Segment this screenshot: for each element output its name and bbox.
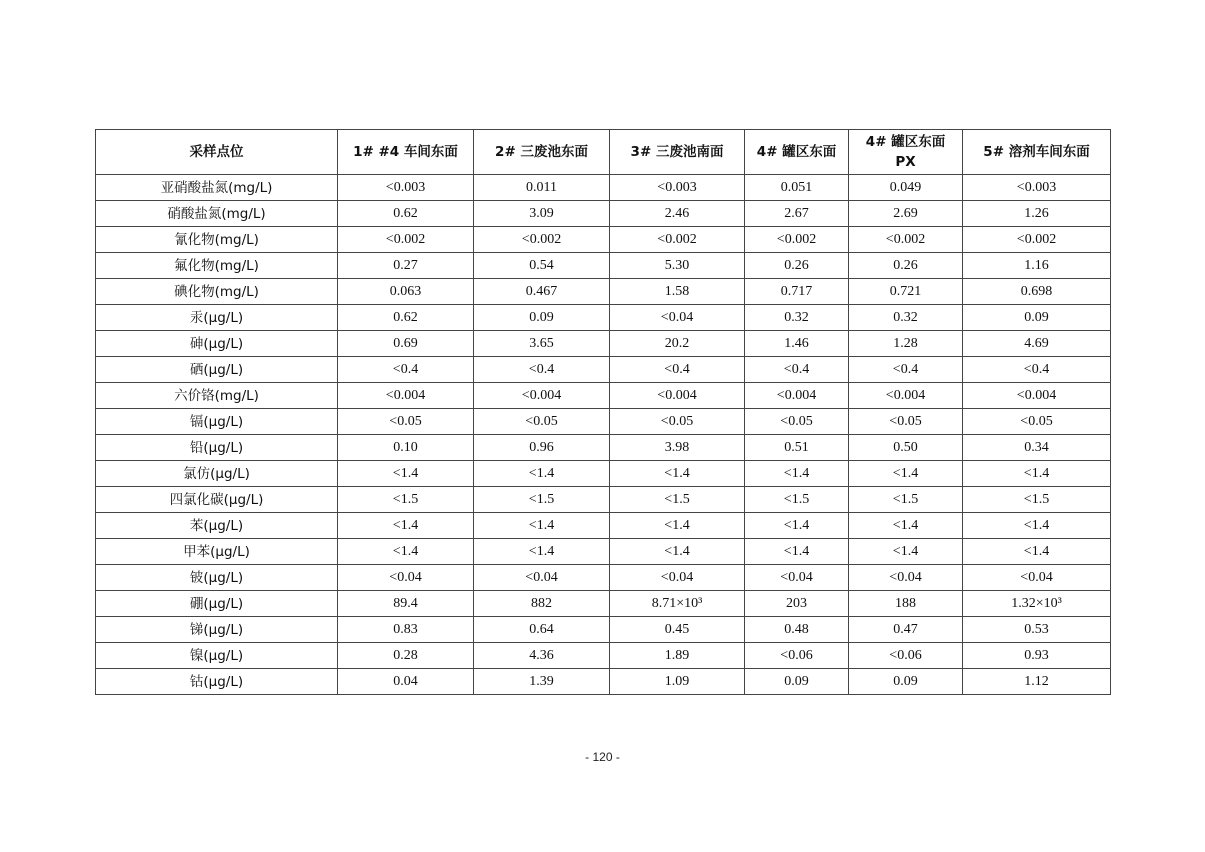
value-cell: 1.12 bbox=[963, 669, 1111, 695]
value-cell: 882 bbox=[474, 591, 610, 617]
value-cell: 203 bbox=[745, 591, 849, 617]
value-cell: <1.5 bbox=[745, 487, 849, 513]
value-cell: <1.4 bbox=[849, 461, 963, 487]
value-cell: <1.4 bbox=[610, 513, 745, 539]
value-cell: 0.83 bbox=[338, 617, 474, 643]
row-label-cell: 锑(μg/L) bbox=[96, 617, 338, 643]
value-cell: 0.93 bbox=[963, 643, 1111, 669]
row-label-cell: 硒(μg/L) bbox=[96, 357, 338, 383]
value-cell: 3.98 bbox=[610, 435, 745, 461]
value-cell: 1.09 bbox=[610, 669, 745, 695]
value-cell: <0.05 bbox=[610, 409, 745, 435]
value-cell: 0.09 bbox=[849, 669, 963, 695]
value-cell: <1.5 bbox=[963, 487, 1111, 513]
header-site-5: 5# 溶剂车间东面 bbox=[963, 130, 1111, 175]
value-cell: <0.002 bbox=[963, 227, 1111, 253]
value-cell: 3.09 bbox=[474, 201, 610, 227]
row-label-cell: 铅(μg/L) bbox=[96, 435, 338, 461]
table-row bbox=[96, 435, 1111, 461]
value-cell: <0.05 bbox=[849, 409, 963, 435]
value-cell: 0.049 bbox=[849, 175, 963, 201]
table-header-row bbox=[96, 130, 1111, 175]
header-site-2: 2# 三废池东面 bbox=[474, 130, 610, 175]
row-label-cell: 四氯化碳(μg/L) bbox=[96, 487, 338, 513]
row-label-cell: 甲苯(μg/L) bbox=[96, 539, 338, 565]
value-cell: <0.002 bbox=[610, 227, 745, 253]
table-row bbox=[96, 487, 1111, 513]
value-cell: <0.003 bbox=[610, 175, 745, 201]
value-cell: 0.53 bbox=[963, 617, 1111, 643]
value-cell: 0.10 bbox=[338, 435, 474, 461]
value-cell: 1.26 bbox=[963, 201, 1111, 227]
value-cell: 2.46 bbox=[610, 201, 745, 227]
header-sampling-point: 采样点位 bbox=[96, 130, 338, 175]
value-cell: <0.004 bbox=[474, 383, 610, 409]
value-cell: 0.27 bbox=[338, 253, 474, 279]
value-cell: <1.4 bbox=[338, 461, 474, 487]
value-cell: 0.69 bbox=[338, 331, 474, 357]
value-cell: <0.4 bbox=[849, 357, 963, 383]
value-cell: <0.4 bbox=[745, 357, 849, 383]
value-cell: 0.26 bbox=[849, 253, 963, 279]
value-cell: 0.48 bbox=[745, 617, 849, 643]
row-label-cell: 钴(μg/L) bbox=[96, 669, 338, 695]
row-label-cell: 氰化物(mg/L) bbox=[96, 227, 338, 253]
value-cell: 1.16 bbox=[963, 253, 1111, 279]
value-cell: 0.011 bbox=[474, 175, 610, 201]
value-cell: <1.4 bbox=[474, 513, 610, 539]
table-row bbox=[96, 331, 1111, 357]
value-cell: 0.47 bbox=[849, 617, 963, 643]
value-cell: <0.002 bbox=[849, 227, 963, 253]
value-cell: 0.51 bbox=[745, 435, 849, 461]
value-cell: <1.4 bbox=[849, 513, 963, 539]
table-row bbox=[96, 591, 1111, 617]
value-cell: <0.04 bbox=[963, 565, 1111, 591]
table-row bbox=[96, 539, 1111, 565]
value-cell: 1.46 bbox=[745, 331, 849, 357]
water-quality-table bbox=[95, 129, 1111, 695]
value-cell: 0.721 bbox=[849, 279, 963, 305]
value-cell: <0.003 bbox=[963, 175, 1111, 201]
row-label-cell: 氟化物(mg/L) bbox=[96, 253, 338, 279]
value-cell: 0.698 bbox=[963, 279, 1111, 305]
value-cell: 0.04 bbox=[338, 669, 474, 695]
value-cell: <1.5 bbox=[474, 487, 610, 513]
value-cell: <0.06 bbox=[849, 643, 963, 669]
value-cell: 0.063 bbox=[338, 279, 474, 305]
header-site-4: 4# 罐区东面 bbox=[745, 130, 849, 175]
value-cell: <0.04 bbox=[849, 565, 963, 591]
value-cell: <0.05 bbox=[963, 409, 1111, 435]
value-cell: <0.004 bbox=[338, 383, 474, 409]
value-cell: 0.467 bbox=[474, 279, 610, 305]
value-cell: 1.58 bbox=[610, 279, 745, 305]
table-row bbox=[96, 253, 1111, 279]
value-cell: 1.32×10³ bbox=[963, 591, 1111, 617]
value-cell: 2.67 bbox=[745, 201, 849, 227]
value-cell: <1.4 bbox=[610, 539, 745, 565]
table-row bbox=[96, 409, 1111, 435]
table-row bbox=[96, 357, 1111, 383]
value-cell: <1.4 bbox=[745, 461, 849, 487]
value-cell: <0.04 bbox=[610, 565, 745, 591]
value-cell: <1.4 bbox=[610, 461, 745, 487]
value-cell: <0.003 bbox=[338, 175, 474, 201]
value-cell: <0.04 bbox=[610, 305, 745, 331]
value-cell: <1.4 bbox=[963, 539, 1111, 565]
table-row bbox=[96, 201, 1111, 227]
value-cell: 0.62 bbox=[338, 305, 474, 331]
value-cell: <0.4 bbox=[338, 357, 474, 383]
value-cell: <1.4 bbox=[338, 539, 474, 565]
value-cell: <0.4 bbox=[963, 357, 1111, 383]
header-site-1: 1# #4 车间东面 bbox=[338, 130, 474, 175]
row-label-cell: 镍(μg/L) bbox=[96, 643, 338, 669]
table-row bbox=[96, 175, 1111, 201]
table-row bbox=[96, 565, 1111, 591]
value-cell: 3.65 bbox=[474, 331, 610, 357]
header-site-3: 3# 三废池南面 bbox=[610, 130, 745, 175]
value-cell: 0.50 bbox=[849, 435, 963, 461]
value-cell: <0.002 bbox=[745, 227, 849, 253]
table-row bbox=[96, 227, 1111, 253]
value-cell: <1.4 bbox=[474, 461, 610, 487]
value-cell: 5.30 bbox=[610, 253, 745, 279]
value-cell: 0.09 bbox=[963, 305, 1111, 331]
table-row bbox=[96, 305, 1111, 331]
value-cell: <0.05 bbox=[745, 409, 849, 435]
value-cell: <1.4 bbox=[849, 539, 963, 565]
value-cell: 0.051 bbox=[745, 175, 849, 201]
value-cell: 1.39 bbox=[474, 669, 610, 695]
value-cell: 0.717 bbox=[745, 279, 849, 305]
value-cell: <1.4 bbox=[338, 513, 474, 539]
value-cell: <0.004 bbox=[610, 383, 745, 409]
value-cell: 0.26 bbox=[745, 253, 849, 279]
value-cell: <0.06 bbox=[745, 643, 849, 669]
value-cell: <0.002 bbox=[338, 227, 474, 253]
value-cell: <0.4 bbox=[610, 357, 745, 383]
row-label-cell: 硝酸盐氮(mg/L) bbox=[96, 201, 338, 227]
value-cell: <1.4 bbox=[745, 539, 849, 565]
table-row bbox=[96, 643, 1111, 669]
row-label-cell: 铍(μg/L) bbox=[96, 565, 338, 591]
value-cell: 0.54 bbox=[474, 253, 610, 279]
page-number: - 120 - bbox=[585, 750, 620, 764]
value-cell: 0.32 bbox=[745, 305, 849, 331]
value-cell: 0.09 bbox=[745, 669, 849, 695]
value-cell: 0.45 bbox=[610, 617, 745, 643]
value-cell: 0.34 bbox=[963, 435, 1111, 461]
row-label-cell: 氯仿(μg/L) bbox=[96, 461, 338, 487]
value-cell: 1.89 bbox=[610, 643, 745, 669]
table-row bbox=[96, 279, 1111, 305]
value-cell: <0.004 bbox=[745, 383, 849, 409]
row-label-cell: 镉(μg/L) bbox=[96, 409, 338, 435]
header-site-4-px: 4# 罐区东面 PX bbox=[849, 130, 963, 175]
value-cell: <0.04 bbox=[745, 565, 849, 591]
row-label-cell: 汞(μg/L) bbox=[96, 305, 338, 331]
value-cell: 4.36 bbox=[474, 643, 610, 669]
value-cell: 0.96 bbox=[474, 435, 610, 461]
table-row bbox=[96, 383, 1111, 409]
value-cell: <0.002 bbox=[474, 227, 610, 253]
value-cell: <1.4 bbox=[963, 513, 1111, 539]
value-cell: <1.5 bbox=[610, 487, 745, 513]
table-body bbox=[96, 175, 1111, 695]
value-cell: 0.64 bbox=[474, 617, 610, 643]
row-label-cell: 碘化物(mg/L) bbox=[96, 279, 338, 305]
value-cell: <1.5 bbox=[338, 487, 474, 513]
value-cell: 1.28 bbox=[849, 331, 963, 357]
value-cell: <0.05 bbox=[338, 409, 474, 435]
row-label-cell: 亚硝酸盐氮(mg/L) bbox=[96, 175, 338, 201]
value-cell: 2.69 bbox=[849, 201, 963, 227]
value-cell: 0.62 bbox=[338, 201, 474, 227]
row-label-cell: 砷(μg/L) bbox=[96, 331, 338, 357]
value-cell: <0.04 bbox=[474, 565, 610, 591]
value-cell: <1.5 bbox=[849, 487, 963, 513]
table-row bbox=[96, 669, 1111, 695]
row-label-cell: 硼(μg/L) bbox=[96, 591, 338, 617]
value-cell: <0.04 bbox=[338, 565, 474, 591]
row-label-cell: 苯(μg/L) bbox=[96, 513, 338, 539]
value-cell: <0.4 bbox=[474, 357, 610, 383]
value-cell: 0.32 bbox=[849, 305, 963, 331]
value-cell: 0.09 bbox=[474, 305, 610, 331]
value-cell: <0.004 bbox=[849, 383, 963, 409]
table-row bbox=[96, 513, 1111, 539]
value-cell: 0.28 bbox=[338, 643, 474, 669]
value-cell: <0.05 bbox=[474, 409, 610, 435]
table-row bbox=[96, 617, 1111, 643]
value-cell: 20.2 bbox=[610, 331, 745, 357]
value-cell: 4.69 bbox=[963, 331, 1111, 357]
row-label-cell: 六价铬(mg/L) bbox=[96, 383, 338, 409]
value-cell: <1.4 bbox=[745, 513, 849, 539]
table-row bbox=[96, 461, 1111, 487]
value-cell: 8.71×10³ bbox=[610, 591, 745, 617]
value-cell: <1.4 bbox=[963, 461, 1111, 487]
value-cell: 188 bbox=[849, 591, 963, 617]
value-cell: <0.004 bbox=[963, 383, 1111, 409]
value-cell: 89.4 bbox=[338, 591, 474, 617]
value-cell: <1.4 bbox=[474, 539, 610, 565]
